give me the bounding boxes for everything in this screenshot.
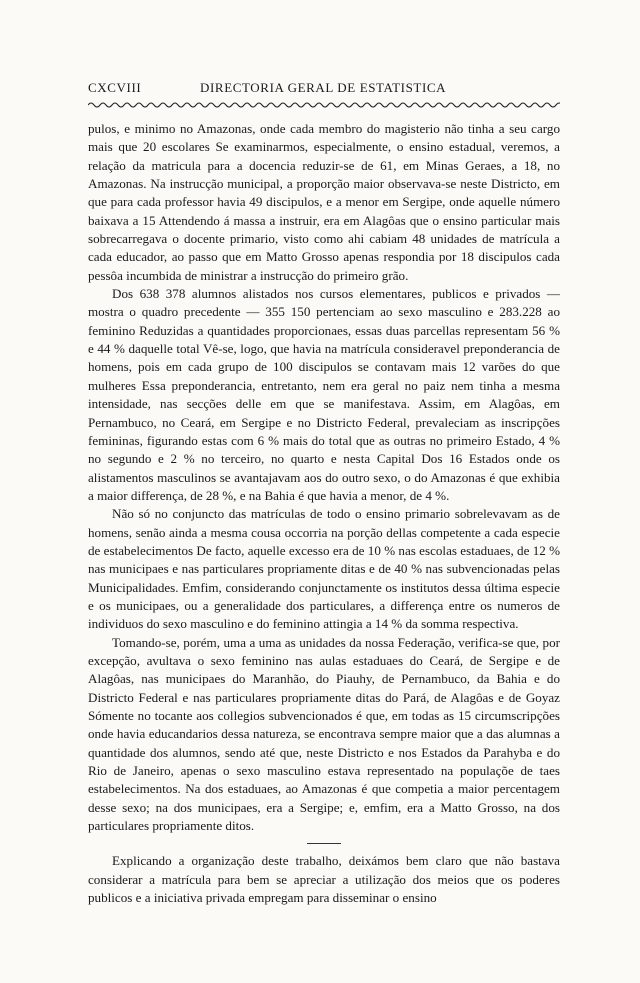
section-divider bbox=[307, 843, 341, 844]
paragraph-1: pulos, e minimo no Amazonas, onde cada membro do magisterio não tinha a seu cargo mais que 20 escolares Se examinarmos, especialmente, o ensino estadual, veremos, a relação da matricula para a docencia reduzir-se de 61, em Minas Geraes, a 18, no Amazonas. Na instrucção municipal, a proporção maior observava-se neste Districto, em que para cada professor havia 49 discipulos, e a menor em Sergipe, onde aquelle número baixava a 15 Attendendo á massa a instruir, era em Alagôas que o ensino particular mais sobrecarregava o docente primario, visto como ahi cabiam 48 unidades de matrícula a cada educador, ao passo que em Matto Grosso apenas respondia por 18 discipulos cada pessôa incumbida de ministrar a instrucção do primeiro grão. bbox=[88, 121, 560, 283]
running-header bbox=[88, 80, 560, 98]
body-text bbox=[88, 120, 560, 907]
paragraph-5: Explicando a organização deste trabalho, deixámos bem claro que não bastava considerar a matrícula para bem se apreciar a utilização dos meios que os poderes publicos e a iniciativa privada empregam para disseminar o ensino bbox=[88, 853, 560, 906]
document-page bbox=[88, 80, 560, 907]
paragraph-4: Tomando-se, porém, uma a uma as unidades da nossa Federação, verifica-se que, por excepção, avultava o sexo feminino nas aulas estaduaes do Ceará, de Sergipe e de Alagôas, nas municipaes do Maranhão, do Piauhy, de Pernambuco, da Bahia e do Districto Federal e nas particulares propriamente ditas do Pará, de Alagôas e de Goyaz Sómente no tocante aos collegios subvencionados é que, em todas as 15 circumscripções onde havia educandarios dessa natureza, se encontrava sempre maior que a das alumnas a quantidade dos alumnos, sendo até que, neste Districto e nos Estados da Parahyba e do Rio de Janeiro, apenas o sexo masculino estava representado na populaçõe de taes estabelecimentos. Na dos estaduaes, ao Amazonas é que competia a maior percentagem desse sexo; na dos municipaes, era a Sergipe; e, emfim, era a Matto Grosso, na dos particulares propriamente ditos. bbox=[88, 634, 560, 834]
wavy-header-rule bbox=[88, 100, 560, 110]
paragraph-3: Não só no conjuncto das matrículas de todo o ensino primario sobrelevavam as de homens, senão ainda a mesma cousa occorria na porção dellas competente a cada especie de estabelecimentos De facto, aquelle excesso era de 10 % nas escolas estaduaes, de 12 % nas municipaes e nas particulares propriamente ditas e de 40 % nas subvencionadas pelas Municipalidades. Emfim, considerando conjunctamente os institutos dessa última especie e os municipaes, ou a generalidade dos particulares, a differença entre os numeros de individuos do sexo masculino e do feminino attingia a 14 % da somma respectiva. bbox=[88, 506, 560, 632]
paragraph-2: Dos 638 378 alumnos alistados nos cursos elementares, publicos e privados — mostra o quadro precedente — 355 150 pertenciam ao sexo masculino e 283.228 ao feminino Reduzidas a quantidades proporcionaes, essas duas parcellas representam 56 % e 44 % daquelle total Vê-se, logo, que havia na matrícula consideravel preponderancia de homens, pois em cada grupo de 100 discipulos se contavam mais 12 varões do que mulheres Essa preponderancia, entretanto, nem era geral no paiz nem tinha a mesma intensidade, nas secções delle em que se manifestava. Assim, em Alagôas, em Pernambuco, no Ceará, em Sergipe e no Districto Federal, prevaleciam as inscripções femininas, figurando estas com 6 % mais do total que as outras no primeiro Estado, 4 % no segundo e 2 % no terceiro, no quarto e nesta Capital Dos 16 Estados onde os alistamentos masculinos se avantajavam aos do outro sexo, o do Amazonas é que exhibia a maior differença, de 28 %, e na Bahia é que havia a menor, de 4 %. bbox=[88, 286, 560, 503]
running-title: DIRECTORIA GERAL DE ESTATISTICA bbox=[200, 80, 447, 95]
page-number: CXCVIII bbox=[88, 80, 142, 95]
